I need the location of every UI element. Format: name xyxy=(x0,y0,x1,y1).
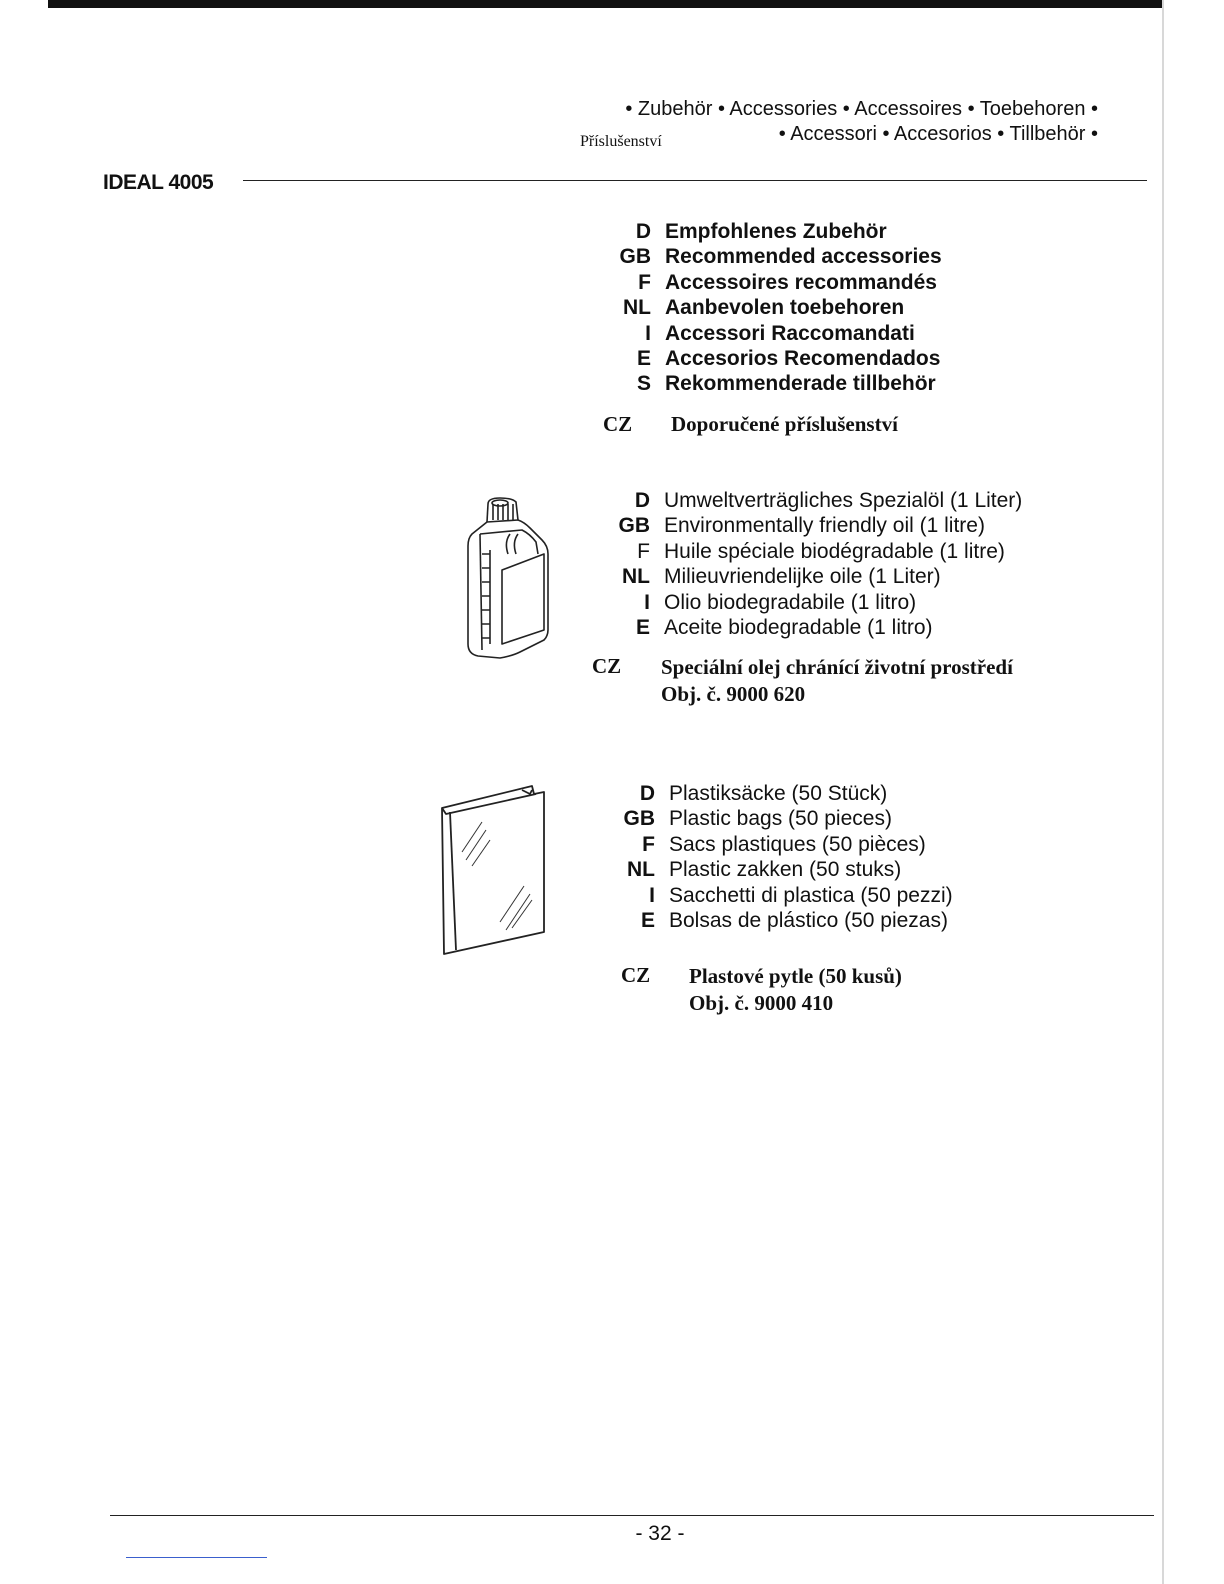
title-line xyxy=(617,346,942,371)
title-line xyxy=(617,219,942,244)
header-line-2: • Accessori • Accesorios • Tillbehör • xyxy=(778,123,1098,145)
item-line xyxy=(612,615,1022,640)
item-text: Plastiksäcke (50 Stück) xyxy=(669,782,888,805)
plastic-bag-icon xyxy=(436,782,550,960)
model-name: IDEAL 4005 xyxy=(103,171,214,194)
title-line xyxy=(617,295,942,320)
item-line xyxy=(617,908,953,933)
item-2-order-number: Obj. č. 9000 410 xyxy=(689,991,834,1015)
item-text: Milieuvriendelijke oile (1 Liter) xyxy=(664,565,941,589)
item-text: Sacs plastiques (50 pièces) xyxy=(669,832,926,856)
title-text: Empfohlenes Zubehör xyxy=(665,220,887,243)
language-code: E xyxy=(635,615,650,639)
footer-mark xyxy=(126,1557,267,1558)
title-text: Recommended accessories xyxy=(665,245,942,269)
language-code: CZ xyxy=(621,963,651,987)
item-text: Plastic bags (50 pieces) xyxy=(669,807,892,831)
title-list xyxy=(617,219,942,397)
language-code: CZ xyxy=(603,412,633,436)
item-text: Bolsas de plástico (50 piezas) xyxy=(669,908,948,932)
title-line xyxy=(617,270,942,295)
item-line xyxy=(617,832,953,857)
language-code: GB xyxy=(619,245,651,269)
language-code: S xyxy=(636,372,651,396)
item-1-cz xyxy=(592,654,1062,714)
item-text: Umweltverträgliches Spezialöl (1 Liter) xyxy=(664,489,1023,512)
language-code: I xyxy=(645,321,651,345)
item-line xyxy=(612,488,1022,513)
language-code: NL xyxy=(623,296,651,320)
title-cz xyxy=(603,412,1003,442)
item-text: Plastic zakken (50 stuks) xyxy=(669,858,902,882)
item-1-cz-text: Speciální olej chránící životní prostředí xyxy=(661,655,1013,679)
item-2-cz-text: Plastové pytle (50 kusů) xyxy=(689,964,902,988)
header-line-1: • Zubehör • Accessories • Accessoires • Toebehoren • xyxy=(625,98,1098,120)
item-line xyxy=(612,564,1022,589)
language-code: E xyxy=(640,908,655,932)
item-text: Olio biodegradabile (1 litro) xyxy=(664,590,917,614)
header-cz-label: Příslušenství xyxy=(580,133,662,150)
title-line xyxy=(617,244,942,269)
top-border xyxy=(48,0,1164,8)
title-cz-text: Doporučené příslušenství xyxy=(671,412,898,436)
language-code: F xyxy=(642,832,655,856)
language-code: D xyxy=(635,220,651,243)
item-line xyxy=(617,857,953,882)
item-text: Huile spéciale biodégradable (1 litre) xyxy=(664,539,1005,563)
item-text: Aceite biodegradable (1 litro) xyxy=(664,615,933,639)
item-text: Sacchetti di plastica (50 pezzi) xyxy=(669,883,953,907)
language-code: I xyxy=(644,590,650,614)
item-line xyxy=(617,781,953,806)
item-line xyxy=(612,590,1022,615)
header-rule xyxy=(243,180,1147,181)
language-code: NL xyxy=(627,858,655,882)
item-line xyxy=(612,539,1022,564)
language-code: GB xyxy=(618,514,650,538)
language-code: CZ xyxy=(592,654,622,678)
title-text: Accesorios Recomendados xyxy=(665,346,941,370)
item-line xyxy=(612,513,1022,538)
item-1-order-number: Obj. č. 9000 620 xyxy=(661,682,806,706)
title-text: Accessori Raccomandati xyxy=(665,321,915,345)
title-text: Accessoires recommandés xyxy=(665,270,937,294)
language-code: D xyxy=(639,782,655,805)
footer-rule xyxy=(110,1515,1154,1516)
title-line xyxy=(617,371,942,396)
language-code: F xyxy=(638,270,651,294)
language-code: E xyxy=(636,346,651,370)
item-line xyxy=(617,806,953,831)
item-text: Environmentally friendly oil (1 litre) xyxy=(664,514,985,538)
language-code: I xyxy=(649,883,655,907)
title-text: Rekommenderade tillbehör xyxy=(665,372,936,396)
title-text: Aanbevolen toebehoren xyxy=(665,296,905,320)
item-1-list xyxy=(612,488,1022,640)
item-2-cz xyxy=(621,963,1021,1023)
language-code: NL xyxy=(622,565,650,589)
item-line xyxy=(617,883,953,908)
language-code: D xyxy=(634,489,650,512)
language-code: GB xyxy=(623,807,655,831)
title-line xyxy=(617,321,942,346)
oil-bottle-icon xyxy=(460,494,556,660)
language-code: F xyxy=(637,539,650,563)
item-2-list xyxy=(617,781,953,933)
page-edge xyxy=(1162,0,1164,1584)
page-number: - 32 - xyxy=(635,1522,685,1545)
